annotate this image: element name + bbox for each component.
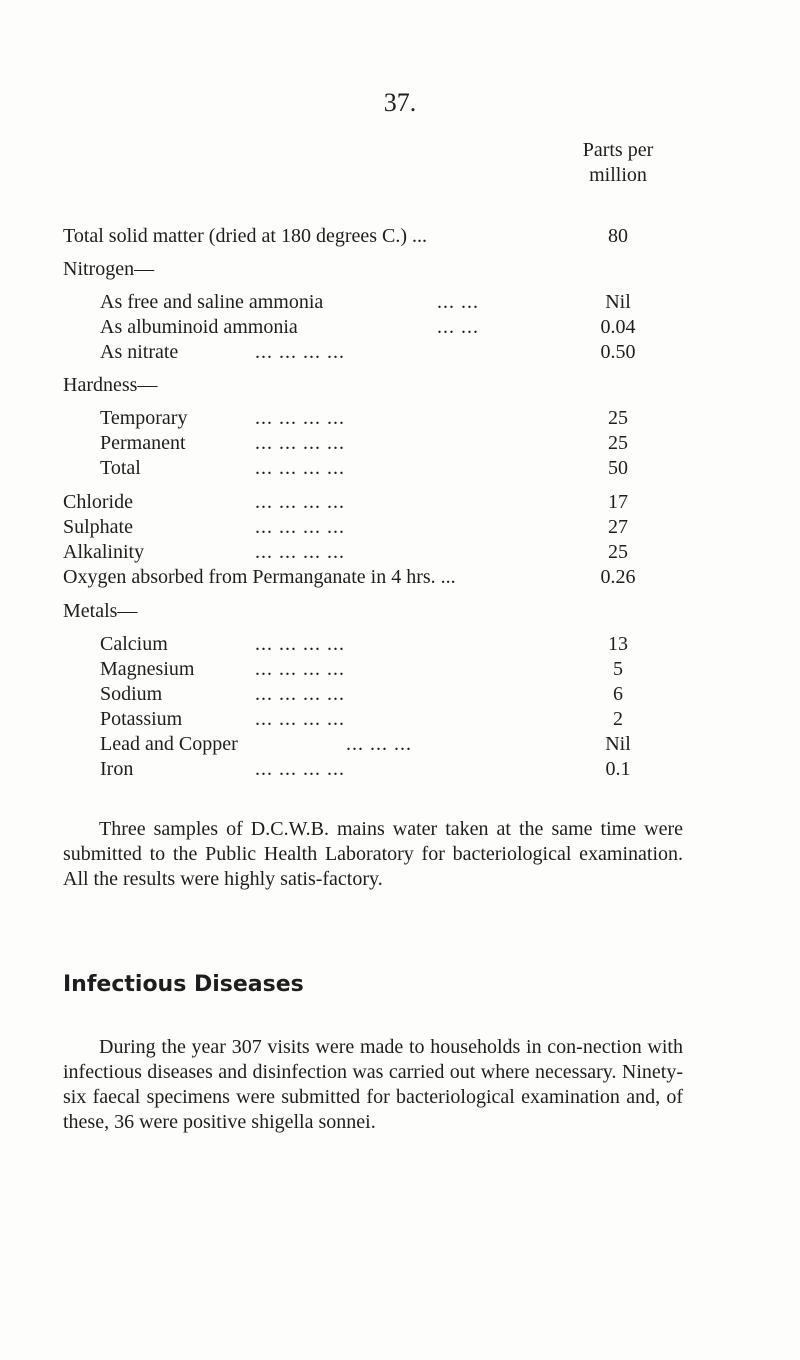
row-albuminoid — [100, 314, 560, 340]
row-chloride — [63, 489, 560, 515]
column-header — [560, 138, 676, 188]
row-value-sodium: 6 — [613, 683, 623, 705]
leader-dots: ... ... ... ... — [255, 633, 345, 655]
row-value-magnesium: 5 — [613, 658, 623, 680]
row-permanent — [100, 430, 560, 456]
row-label: As nitrate — [100, 341, 179, 363]
row-value-temporary: 25 — [608, 407, 628, 429]
row-label: Sodium — [100, 683, 163, 705]
row-iron — [100, 756, 560, 782]
row-value-free-saline: Nil — [605, 291, 631, 313]
row-free-saline — [100, 289, 560, 315]
row-value-total: 50 — [608, 457, 628, 479]
leader-dots: ... ... ... ... — [255, 658, 345, 680]
nitrogen-heading: Nitrogen— — [63, 258, 155, 280]
row-value-oxygen: 0.26 — [600, 566, 636, 588]
row-total-solid — [63, 223, 563, 249]
metals-heading: Metals— — [63, 600, 138, 622]
leader-dots: ... ... ... ... — [255, 758, 345, 780]
leader-dots: ... ... — [437, 316, 479, 338]
page-number: 37. — [383, 88, 417, 117]
leader-dots: ... ... ... ... — [255, 708, 345, 730]
leader-dots: ... ... ... ... — [255, 541, 345, 563]
row-value-total-solid: 80 — [608, 225, 628, 247]
leader-dots: ... ... — [437, 291, 479, 313]
column-header-line2: million — [589, 164, 647, 186]
row-label: Permanent — [100, 432, 186, 454]
row-nitrate — [100, 339, 560, 365]
leader-dots: ... ... ... ... — [255, 491, 345, 513]
row-label: Alkalinity — [63, 541, 145, 563]
section-title-infectious-diseases: Infectious Diseases — [63, 972, 304, 997]
row-value-iron: 0.1 — [605, 758, 631, 780]
row-total — [100, 455, 560, 481]
leader-dots: ... ... ... ... — [255, 432, 345, 454]
row-label: Iron — [100, 758, 134, 780]
column-header-line1: Parts per — [582, 139, 654, 161]
row-lead-copper — [100, 731, 560, 757]
paragraph-infectious-diseases: During the year 307 visits were made to households in con-nection with infectious diseases and disinfection was carried out where necessary. Ninety-six faecal specimens were submitted for bacteriological examination and, of these, 36 were positive shigella sonnei. — [63, 1036, 683, 1133]
row-potassium — [100, 706, 560, 732]
row-value-permanent: 25 — [608, 432, 628, 454]
row-label: As albuminoid ammonia — [100, 316, 298, 338]
row-label: Chloride — [63, 491, 133, 513]
row-value-sulphate: 27 — [608, 516, 628, 538]
row-temporary — [100, 405, 560, 431]
leader-dots: ... ... ... — [346, 733, 412, 755]
row-value-nitrate: 0.50 — [600, 341, 636, 363]
leader-dots: ... ... ... ... — [255, 683, 345, 705]
row-label: Magnesium — [100, 658, 195, 680]
row-label: Calcium — [100, 633, 168, 655]
row-value-potassium: 2 — [613, 708, 623, 730]
row-label: Temporary — [100, 407, 188, 429]
row-sodium — [100, 681, 560, 707]
hardness-heading: Hardness— — [63, 374, 158, 396]
row-value-calcium: 13 — [608, 633, 628, 655]
leader-dots: ... ... ... ... — [255, 457, 345, 479]
row-value-albuminoid: 0.04 — [600, 316, 636, 338]
leader-dots: ... ... ... ... — [255, 407, 345, 429]
row-sulphate — [63, 514, 560, 540]
leader-dots: ... ... ... ... — [255, 341, 345, 363]
row-oxygen — [63, 564, 563, 590]
row-label: Total — [100, 457, 141, 479]
row-label: Oxygen absorbed from Permanganate in 4 hrs. ... — [63, 566, 456, 588]
paragraph-water-samples: Three samples of D.C.W.B. mains water taken at the same time were submitted to the Public Health Laboratory for bacteriological examination. All the results were highly satis-factory. — [63, 818, 683, 890]
leader-dots: ... ... ... ... — [255, 516, 345, 538]
row-label: Potassium — [100, 708, 183, 730]
row-value-alkalinity: 25 — [608, 541, 628, 563]
row-label: Total solid matter (dried at 180 degrees C.) ... — [63, 225, 428, 247]
row-calcium — [100, 631, 560, 657]
row-label: As free and saline ammonia — [100, 291, 324, 313]
row-value-chloride: 17 — [608, 491, 628, 513]
row-label: Sulphate — [63, 516, 133, 538]
row-magnesium — [100, 656, 560, 682]
row-alkalinity — [63, 539, 560, 565]
row-value-lead-copper: Nil — [605, 733, 631, 755]
row-label: Lead and Copper — [100, 733, 238, 755]
